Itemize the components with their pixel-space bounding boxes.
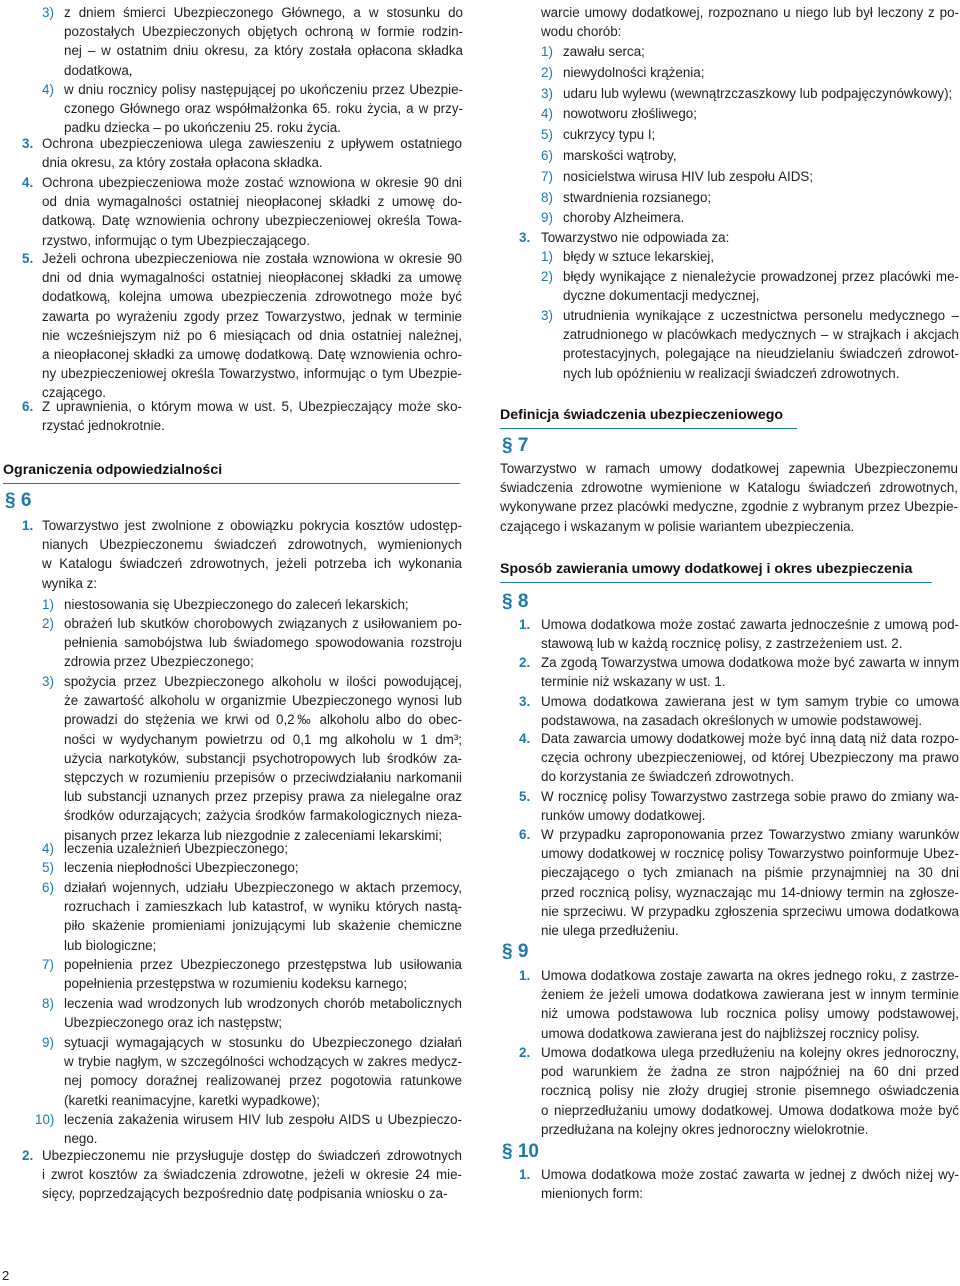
s7-paragraph <box>500 459 958 536</box>
s6-item-4 <box>64 839 462 858</box>
s8-para-5-number: 5. <box>519 789 531 804</box>
s6-item-10 <box>64 1110 462 1148</box>
s8-para-4-line: Data zawarcia umowy dodatkowej może być inną datą niż data rozpo- <box>541 731 959 746</box>
s6-item-7 <box>64 955 462 993</box>
right-continuation <box>541 3 959 41</box>
s8-para-6-line: nie sprzeciwu. W przypadku zgłoszenia sprzeciwu umowa dodatkowa <box>541 903 959 919</box>
left-para-5-line: a nieopłaconej składki za umowę dodatkową. Datę wznowienia ochro- <box>42 347 462 363</box>
s6-item-5 <box>64 858 462 877</box>
s8-para-1-number: 1. <box>519 617 531 632</box>
s6-item-3-number: 3) <box>42 674 54 689</box>
disease-item-2-line: niewydolności krążenia; <box>563 64 705 80</box>
s7-paragraph-line: czającego i wskazanym w polisie wariantem ubezpieczenia. <box>500 518 855 534</box>
p3-item-3-line: protestacyjnych, polegające na nieudzielaniu świadczeń zdrowot- <box>563 346 959 362</box>
s6-para-1-number: 1. <box>22 518 34 533</box>
right-para-3-line: Towarzystwo nie odpowiada za: <box>541 230 730 245</box>
left-para-5-line: Jeżeli ochrona ubezpieczeniowa nie została wznowiona w okresie 90 <box>42 251 462 266</box>
s6-item-4-line: leczenia uzależnień Ubezpieczonego; <box>64 841 289 856</box>
s9-para-2 <box>541 1043 959 1139</box>
s6-item-8-line: leczenia wad wrodzonych lub wrodzonych chorób metabolicznych <box>64 996 462 1011</box>
left-para-3-line: dnia okresu, za który została opłacona składka. <box>42 155 323 171</box>
s8-para-3-number: 3. <box>519 694 531 709</box>
s6-item-8 <box>64 994 462 1032</box>
s9-para-1-line: niż umowa podstawowa lub rocznica polisy umowy podstawowej, <box>541 1006 959 1022</box>
left-para-5-line: nie wcześniejszym niż po 6 miesiącach od dnia ostatniej należnej, <box>42 327 462 343</box>
p3-item-3-line: utrudnienia wynikające z uczestnictwa personelu medycznego – <box>563 308 959 323</box>
s6-item-8-number: 8) <box>42 996 54 1011</box>
disease-item-9 <box>563 208 959 227</box>
s6-item-6-line: lub biologiczne; <box>64 937 157 953</box>
s8-para-2 <box>541 653 959 691</box>
left-para-3-number: 3. <box>22 136 34 151</box>
s7-paragraph-line: świadczenia zdrowotne wymienione w Katalogu świadczeń zdrowotnych, <box>500 480 958 496</box>
left-item-4-line: padku dziecka – po ukończeniu 25. roku życia. <box>64 120 341 136</box>
left-para-4-line: od dnia wymagalności ostatniej nieopłaconej składki z umowę do- <box>42 194 462 210</box>
p3-item-3-line: nych lub opóźnieniu w realizacji świadczeń zdrowotnych. <box>563 365 900 381</box>
s6-item-9 <box>64 1033 462 1110</box>
s8-para-1 <box>541 615 959 653</box>
p3-item-3 <box>563 306 959 383</box>
s8-para-6-number: 6. <box>519 827 531 842</box>
s7-paragraph-line: wykonywane przez placówki medyczne, zgodnie z wybranym przez Ubezpie- <box>500 499 958 515</box>
s8-para-5 <box>541 787 959 825</box>
s10-para-1-line: Umowa dodatkowa może zostać zawarta w jednej z dwóch niżej wy- <box>541 1167 959 1182</box>
s6-para-2-line: i zwrot kosztów za świadczenia zdrowotne, jeżeli w okresie 24 mie- <box>42 1167 462 1183</box>
left-item-3-number: 3) <box>42 5 54 20</box>
s9-para-2-line: rocznicą polisy nie złoży drugiej stronie pisemnego oświadczenia <box>541 1083 959 1099</box>
s6-item-5-number: 5) <box>42 860 54 875</box>
left-para-6-line: Z uprawnienia, o którym mowa w ust. 5, Ubezpieczający może sko- <box>42 399 462 414</box>
s6-item-7-line: popełnienia przez Ubezpieczonego przestępstwa lub usiłowania <box>64 957 462 972</box>
section-7-mark: § 7 <box>502 435 529 456</box>
s6-item-10-line: nego. <box>64 1131 98 1147</box>
s6-item-9-number: 9) <box>42 1035 54 1050</box>
p3-item-2-line: dyczne dokumentacji medycznej, <box>563 288 760 304</box>
s10-para-1 <box>541 1165 959 1203</box>
right-para-3 <box>541 228 959 247</box>
s6-item-3-line: środków odurzających; zażycia środków farmakologicznych nieza- <box>64 808 462 824</box>
left-para-3 <box>42 134 462 172</box>
disease-item-5-line: cukrzycy typu I; <box>563 127 656 143</box>
s6-item-9-line: w trybie nagłym, w szczególności wchodzących w zakres medycz- <box>64 1054 462 1070</box>
p3-item-1-line: błędy w sztuce lekarskiej, <box>563 249 715 264</box>
disease-item-1 <box>563 42 959 61</box>
s6-item-7-number: 7) <box>42 957 54 972</box>
s8-para-4 <box>541 729 959 787</box>
s6-item-3-line: że zawartość alkoholu w organizmie Ubezpieczonego wynosi lub <box>64 693 462 709</box>
p3-item-2 <box>563 267 959 305</box>
s6-item-9-line: sytuacji wymagających w stosunku do Ubezpieczonego działań <box>64 1035 462 1050</box>
s6-item-9-line: (karetki reanimacyjne, karetki wypadkowe); <box>64 1092 321 1108</box>
s9-para-1-number: 1. <box>519 968 531 983</box>
s8-para-2-line: Za zgodą Towarzystwa umowa dodatkowa może być zawarta w innym <box>541 655 959 670</box>
disease-item-6 <box>563 146 959 165</box>
disease-item-3 <box>563 84 959 103</box>
disease-item-7-number: 7) <box>541 168 553 184</box>
disease-item-9-number: 9) <box>541 210 553 226</box>
left-para-4-line: rzystwo, informując o tym Ubezpieczającego. <box>42 232 310 248</box>
left-para-6-number: 6. <box>22 399 34 414</box>
s9-para-2-number: 2. <box>519 1045 531 1060</box>
left-item-3-line: dodatkowa, <box>64 62 133 78</box>
s8-para-3-line: Umowa dodatkowa zawierana jest w tym samym trybie co umowa <box>541 694 959 709</box>
s9-para-1-line: Umowa dodatkowa zostaje zawarta na okres jednego roku, z zastrze- <box>541 968 959 983</box>
disease-item-9-line: choroby Alzheimera. <box>563 210 685 226</box>
s6-para-1-line: Towarzystwo jest zwolnione z obowiązku pokrycia kosztów udostęp- <box>42 518 462 533</box>
disease-item-5 <box>563 125 959 144</box>
p3-item-3-number: 3) <box>541 308 553 323</box>
s9-para-2-line: Umowa dodatkowa ulega przedłużeniu na kolejny okres jednoroczny, <box>541 1045 959 1060</box>
section-heading-limitations: Ograniczenia odpowiedzialności <box>3 462 223 478</box>
right-continuation-line: warcie umowy dodatkowej, rozpoznano u niego lub był leczony z po- <box>541 5 959 20</box>
s6-para-1-line: wynika z: <box>42 575 98 591</box>
s6-item-5-line: leczenia niepłodności Ubezpieczonego; <box>64 860 299 875</box>
disease-item-2-number: 2) <box>541 64 553 80</box>
s9-para-2-line: przedłużana na kolejny okres jednoroczny wielokrotnie. <box>541 1121 869 1137</box>
s6-item-1-line: niestosowania się Ubezpieczonego do zaleceń lekarskich; <box>64 597 409 612</box>
disease-item-4-number: 4) <box>541 106 553 122</box>
left-item-3-line: z dniem śmierci Ubezpieczonego Głównego, a w stosunku do <box>64 5 463 20</box>
s6-item-6-line: działań wojennych, udziału Ubezpieczonego w aktach przemocy, <box>64 880 462 895</box>
s6-item-6-line: piło skażenie promieniami jonizującymi lub skażenie chemiczne <box>64 918 462 934</box>
disease-item-3-line: udaru lub wylewu (wewnątrzczaszkowy lub podpajęczynówkowy); <box>563 85 953 101</box>
s6-para-2-line: Ubezpieczonemu nie przysługuje dostęp do świadczeń zdrowotnych <box>42 1148 462 1163</box>
s6-item-3-line: lub substancji uznanych przez przepisy prawa za nielegalne oraz <box>64 789 462 805</box>
s8-para-4-line: do korzystania ze świadczeń zdrowotnych. <box>541 769 795 785</box>
s7-paragraph-line: Towarzystwo w ramach umowy dodatkowej zapewnia Ubezpieczonemu <box>500 461 958 476</box>
s6-item-9-line: nej pomocy doraźnej realizowanej przez pogotowia ratunkowe <box>64 1073 462 1089</box>
left-para-4-number: 4. <box>22 175 34 190</box>
left-para-6-line: rzystać jednokrotnie. <box>42 418 165 434</box>
s6-item-3-line: prowadzi do stężenia we krwi od 0,2‰ alkoholu albo do obec- <box>64 712 462 728</box>
s6-item-3-line: stępczych w rozumieniu przepisów o przeciwdziałaniu narkomanii <box>64 770 462 786</box>
left-para-4-line: datkową. Datę wznowienia ochrony ubezpieczeniowej określa Towa- <box>42 213 462 229</box>
section-heading-definition-underline <box>500 428 797 429</box>
s8-para-6-line: przed rocznicą polisy, wyznaczając mu 14-dniowy termin na zgłosze- <box>541 884 959 900</box>
disease-item-7-line: nosicielstwa wirusa HIV lub zespołu AIDS; <box>563 168 814 184</box>
s6-item-2 <box>64 614 462 672</box>
p3-item-1-number: 1) <box>541 249 553 264</box>
s8-para-1-line: stawową lub w każdą rocznicę polisy, z zastrzeżeniem ust. 2. <box>541 636 903 652</box>
s6-item-8-line: Ubezpieczonego oraz ich następstw; <box>64 1015 283 1031</box>
p3-item-1 <box>563 247 959 266</box>
left-para-3-line: Ochrona ubezpieczeniowa ulega zawieszeniu z upływem ostatniego <box>42 136 462 151</box>
left-para-5-line: ny ubezpieczeniowej określa Towarzystwo, informując o tym Ubezpie- <box>42 366 462 382</box>
left-para-5-line: dodatkową, kolejna umowa ubezpieczenia zdrowotnego może być <box>42 289 462 305</box>
right-continuation-line: wodu chorób: <box>541 24 622 40</box>
right-para-3-number: 3. <box>519 230 531 245</box>
s10-para-1-number: 1. <box>519 1167 531 1182</box>
s6-para-2 <box>42 1146 462 1204</box>
s8-para-6-line: W przypadku zaproponowania przez Towarzystwo zmiany warunków <box>541 827 959 842</box>
disease-item-4-line: nowotworu złośliwego; <box>563 106 697 122</box>
disease-item-5-number: 5) <box>541 127 553 143</box>
s6-item-2-line: zdrowia przez Ubezpieczonego; <box>64 654 254 670</box>
disease-item-8 <box>563 188 959 207</box>
left-item-3 <box>64 3 463 80</box>
s6-para-2-number: 2. <box>22 1148 34 1163</box>
left-item-4-line: w dniu rocznicy polisy następującej po ukończeniu przez Ubezpie- <box>64 82 463 97</box>
s6-item-1 <box>64 595 462 614</box>
disease-item-3-number: 3) <box>541 85 553 101</box>
s8-para-6-line: pieczającego o tych zmianach na piśmie przynajmniej na 30 dni <box>541 865 959 881</box>
left-para-5-number: 5. <box>22 251 34 266</box>
s6-para-1-line: nianych Ubezpieczonemu świadczeń zdrowotnych, wymienionych <box>42 537 462 553</box>
disease-item-6-line: marskości wątroby, <box>563 148 677 163</box>
p3-item-2-line: błędy wynikające z nienależycie prowadzonej przez placówki me- <box>563 269 959 284</box>
section-heading-conclusion-underline <box>500 582 932 583</box>
s8-para-6-line: nie ulega przedłużeniu. <box>541 923 679 939</box>
disease-item-8-number: 8) <box>541 189 553 205</box>
disease-item-4 <box>563 104 959 123</box>
s6-item-6-number: 6) <box>42 880 54 895</box>
s8-para-3 <box>541 692 959 730</box>
s6-item-10-line: leczenia zakażenia wirusem HIV lub zespołu AIDS u Ubezpieczo- <box>64 1112 462 1127</box>
disease-item-1-number: 1) <box>541 44 553 59</box>
disease-item-6-number: 6) <box>541 148 553 163</box>
s9-para-2-line: pod warunkiem że żadna ze stron najpóźniej na 60 dni przed <box>541 1064 959 1080</box>
section-8-mark: § 8 <box>502 591 529 612</box>
s6-item-2-number: 2) <box>42 616 54 631</box>
s8-para-3-line: podstawowa, na zasadach określonych w umowie podstawowej. <box>541 713 923 729</box>
s6-item-3-line: ności w wydychanym powietrzu od 0,1 mg alkoholu w 1 dm³; <box>64 731 462 747</box>
s6-item-7-line: popełnienia przestępstwa w rozumieniu kodeksu karnego; <box>64 976 408 992</box>
s8-para-4-number: 4. <box>519 731 531 746</box>
page-number: 2 <box>2 1268 10 1283</box>
disease-item-7 <box>563 167 959 186</box>
s8-para-5-line: runków umowy dodatkowej. <box>541 808 706 824</box>
s6-item-3-line: pisanych przez lekarza lub niezgodnie z zaleceniami lekarskimi; <box>64 827 443 843</box>
left-para-4-line: Ochrona ubezpieczeniowa może zostać wznowiona w okresie 90 dni <box>42 175 462 190</box>
s6-item-3-line: użycia narkotyków, substancji psychotropowych lub środków za- <box>64 750 462 766</box>
section-6-mark: § 6 <box>5 490 32 511</box>
left-para-4 <box>42 173 462 250</box>
left-item-3-line: nej – w ostatnim dniu okresu, za który została opłacona składka <box>64 43 463 59</box>
p3-item-3-line: zatrudnionego w placówkach medycznych – w strajkach i akcjach <box>563 327 959 343</box>
s8-para-2-line: terminie niż wskazany w ust. 1. <box>541 674 726 690</box>
s6-item-10-number: 10) <box>35 1112 55 1127</box>
s9-para-2-line: o nieprzedłużaniu umowy dodatkowej. Umowa dodatkowa może być <box>541 1102 959 1118</box>
s6-item-2-line: obrażeń lub skutków chorobowych związanych z usiłowaniem po- <box>64 616 462 631</box>
disease-item-8-line: stwardnienia rozsianego; <box>563 189 712 205</box>
left-item-3-line: pozostałych Ubezpieczonych objętych ochroną w formie rodzin- <box>64 24 463 40</box>
s6-para-1 <box>42 516 462 593</box>
section-heading-definition: Definicja świadczenia ubezpieczeniowego <box>500 407 784 423</box>
s8-para-6 <box>541 825 959 940</box>
s6-item-6-line: rozruchach i zamieszkach lub katastrof, w wyniku których nastą- <box>64 899 462 915</box>
s8-para-1-line: Umowa dodatkowa może zostać zawarta jednocześnie z umową pod- <box>541 617 959 632</box>
s6-item-3 <box>64 672 462 845</box>
s8-para-6-line: umowy dodatkowej w rocznicę polisy Towarzystwo poinformuje Ubez- <box>541 846 959 862</box>
left-item-4-line: czonego Głównego oraz współmałżonka 65. roku życia, a w przy- <box>64 101 463 117</box>
left-item-4-number: 4) <box>42 82 54 97</box>
disease-item-1-line: zawału serca; <box>563 44 645 59</box>
section-heading-limitations-underline <box>3 483 460 484</box>
s9-para-1-line: żeniem że jeżeli umowa dodatkowa zawierana jest w innym terminie <box>541 987 959 1003</box>
left-item-4 <box>64 80 463 138</box>
s6-item-3-line: spożycia przez Ubezpieczonego alkoholu w ilości powodującej, <box>64 674 462 689</box>
s9-para-1 <box>541 966 959 1043</box>
s6-item-4-number: 4) <box>42 841 54 856</box>
s6-para-1-line: w Katalogu świadczeń zdrowotnych, jeżeli potrzeba ich wykonania <box>42 556 462 572</box>
left-para-5-line: dni od dnia wymagalności ostatniej nieopłaconej składki za umowę <box>42 270 462 286</box>
left-para-6 <box>42 397 462 435</box>
left-para-5-line: zawarta po wyrażeniu zgody przez Towarzystwo, jednak w terminie <box>42 308 462 324</box>
s10-para-1-line: mienionych form: <box>541 1186 643 1202</box>
left-para-5 <box>42 249 462 403</box>
section-10-mark: § 10 <box>502 1141 539 1162</box>
s6-item-6 <box>64 878 462 955</box>
disease-item-2 <box>563 63 959 82</box>
section-9-mark: § 9 <box>502 941 529 962</box>
p3-item-2-number: 2) <box>541 269 553 284</box>
section-heading-conclusion: Sposób zawierania umowy dodatkowej i okres ubezpieczenia <box>500 561 913 577</box>
s6-item-1-number: 1) <box>42 597 54 612</box>
s8-para-2-number: 2. <box>519 655 531 670</box>
s8-para-4-line: częcia ochrony ubezpieczeniowej, od której Ubezpieczony ma prawo <box>541 750 959 766</box>
left-para-5-line: czającego. <box>42 385 107 401</box>
s6-item-2-line: pełnienia samobójstwa lub świadomego spowodowania rozstroju <box>64 635 462 651</box>
s6-para-2-line: sięcy, poprzedzających bezpośrednio datę podpisania wniosku o za- <box>42 1186 448 1202</box>
s8-para-5-line: W rocznicę polisy Towarzystwo zastrzega sobie prawo do zmiany wa- <box>541 789 959 804</box>
s9-para-1-line: umowa dodatkowa zawierana jest do najbliższej rocznicy polisy. <box>541 1025 920 1041</box>
